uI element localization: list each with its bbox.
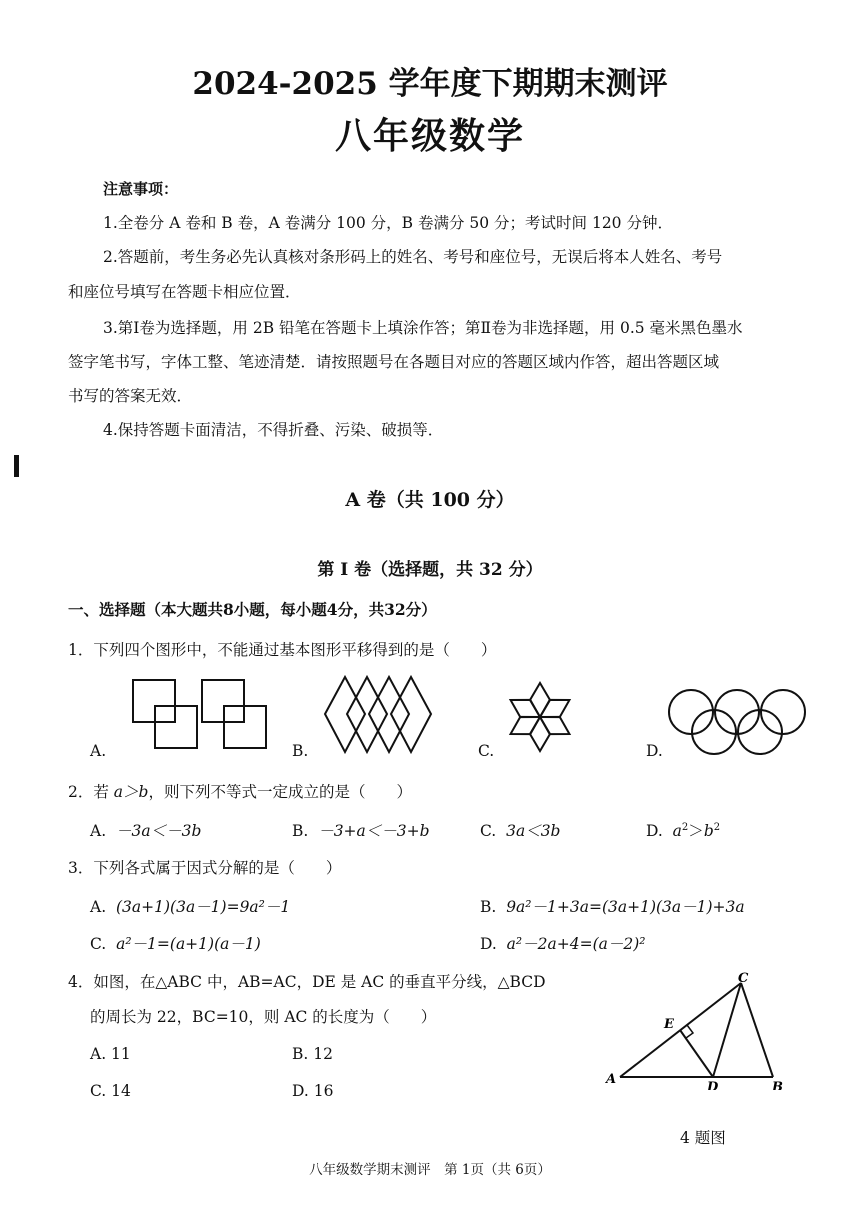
q2-option-b: [292, 819, 430, 841]
q3-option-b-text: 9a²－1+3a=(3a+1)(3a－1)+3a: [506, 898, 745, 916]
q2-option-d-relation: ＞: [688, 822, 704, 840]
q2-option-a-label: A.: [90, 822, 107, 840]
q1-option-c-label: C.: [478, 742, 495, 760]
q1-figure-a-squares: [125, 672, 275, 762]
q1-figure-d-rings: [664, 680, 814, 760]
point-d-label: D: [707, 1080, 719, 1090]
q2-option-d-exp-a: 2: [681, 821, 689, 833]
note-item-1: 1.全卷分 A 卷和 B 卷，A 卷满分 100 分，B 卷满分 50 分；考试时间 120 分钟．: [103, 214, 673, 232]
q2-option-d-exp-b: 2: [713, 821, 721, 833]
choice-section-heading: 一、选择题（本大题共8小题，每小题4分，共32分）: [68, 600, 437, 619]
q3-option-b: [480, 895, 745, 917]
note-item-3-line-3: 书写的答案无效．: [68, 387, 193, 405]
q3-option-d-label: D.: [480, 935, 497, 953]
point-a-label: A: [606, 1072, 617, 1087]
q2-stem-prefix: 2．若: [68, 783, 114, 801]
q2-option-c: [480, 819, 560, 841]
q3-option-c-text: a²－1=(a+1)(a－1): [116, 935, 261, 953]
note-item-2-line-1: 2.答题前，考生务必先认真核对条形码上的姓名、考号和座位号，无误后将本人姓名、考号: [103, 248, 723, 266]
q3-option-b-label: B.: [480, 898, 497, 916]
q4-figure-caption: 4 题图: [680, 1129, 726, 1147]
q3-option-d: [480, 932, 645, 954]
q2-option-b-text: －3+a＜－3+b: [318, 822, 430, 840]
q1-option-b-label: B.: [292, 742, 309, 760]
q1-figure-b-diamonds: [320, 672, 445, 762]
q2-option-d: [646, 819, 720, 841]
q3-option-a-label: A.: [90, 898, 107, 916]
right-angle-mark: [686, 1025, 693, 1038]
question-4-stem-line-2: 的周长为 22，BC=10，则 AC 的长度为（ ）: [90, 1008, 437, 1026]
q1-figure-c-star: [495, 670, 585, 765]
q4-option-a: A. 11: [90, 1045, 131, 1063]
scan-margin-mark: [14, 455, 19, 477]
q3-option-a-text: (3a+1)(3a－1)=9a²－1: [115, 898, 291, 916]
q2-stem-suffix: ，则下列不等式一定成立的是（ ）: [148, 783, 412, 801]
note-item-4: 4.保持答题卡面清洁，不得折叠、污染、破损等．: [103, 421, 444, 439]
note-item-3-line-2: 签字笔书写，字体工整、笔迹清楚．请按照题号在各题目对应的答题区域内作答，超出答题区域: [68, 353, 720, 371]
subject-title: 八年级数学: [334, 115, 525, 157]
q2-option-d-base-a: a: [672, 822, 682, 840]
point-e-label: E: [664, 1017, 674, 1032]
q3-option-d-text: a²－2a+4=(a－2)²: [506, 935, 646, 953]
segment-cd: [713, 983, 741, 1077]
q2-option-b-label: B.: [292, 822, 309, 840]
point-b-label: B: [772, 1080, 783, 1090]
point-c-label: C: [738, 971, 749, 986]
q1-option-a-label: A.: [90, 742, 107, 760]
exam-title: 2024-2025 学年度下期期末测评: [192, 66, 668, 102]
question-2-stem: [68, 780, 412, 802]
q2-option-c-label: C.: [480, 822, 497, 840]
note-item-2-line-2: 和座位号填写在答题卡相应位置．: [68, 283, 301, 301]
segment-ed: [680, 1030, 713, 1077]
q2-option-d-base-b: b: [703, 822, 714, 840]
question-4-stem-line-1: 4．如图，在△ABC 中，AB=AC，DE 是 AC 的垂直平分线，△BCD: [68, 973, 546, 991]
part-1-heading: 第 I 卷（选择题，共 32 分）: [317, 560, 543, 580]
q2-option-d-label: D.: [646, 822, 663, 840]
q2-condition: a＞b: [113, 783, 149, 801]
note-item-3-line-1: 3.第Ⅰ卷为选择题，用 2B 铅笔在答题卡上填涂作答；第Ⅱ卷为非选择题，用 0.5 毫米黑色墨水: [103, 319, 743, 337]
q4-triangle-figure: [598, 970, 798, 1090]
page-footer: 八年级数学期末测评 第 1页（共 6页）: [309, 1162, 551, 1178]
q3-option-a: [90, 895, 290, 917]
notes-heading: 注意事项：: [103, 180, 179, 198]
q4-option-d: D. 16: [292, 1082, 334, 1100]
q2-option-a-text: －3a＜－3b: [115, 822, 202, 840]
q2-option-c-text: 3a＜3b: [506, 822, 561, 840]
question-1-stem: 1．下列四个图形中，不能通过基本图形平移得到的是（ ）: [68, 641, 497, 659]
q3-option-c-label: C.: [90, 935, 107, 953]
q1-option-d-label: D.: [646, 742, 663, 760]
a-volume-heading: A 卷（共 100 分）: [345, 489, 515, 511]
q2-option-a: [90, 819, 201, 841]
segment-cb: [741, 983, 773, 1077]
q4-option-c: C. 14: [90, 1082, 131, 1100]
q3-option-c: [90, 932, 261, 954]
question-3-stem: 3．下列各式属于因式分解的是（ ）: [68, 859, 342, 877]
q4-option-b: B. 12: [292, 1045, 333, 1063]
